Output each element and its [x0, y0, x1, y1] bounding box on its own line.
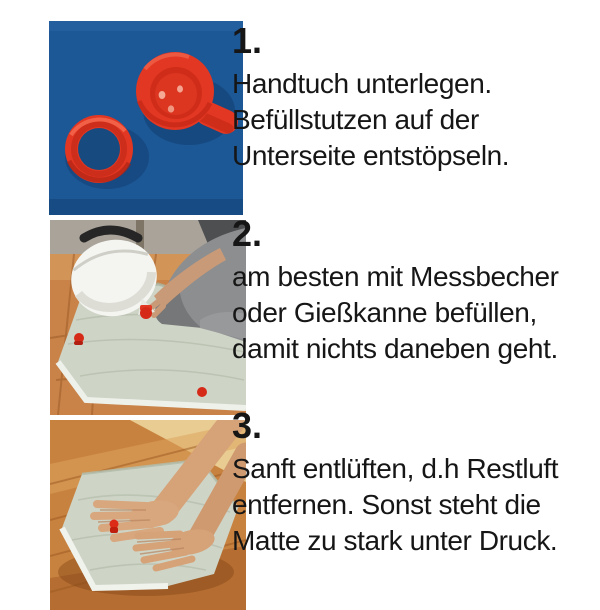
- stopper-parts-illustration: [49, 21, 243, 215]
- step3-number: 3.: [232, 405, 263, 446]
- step3-text: [232, 405, 558, 559]
- step1-line2: Befüllstutzen auf der: [232, 104, 479, 135]
- step1-photo: [49, 21, 243, 215]
- step1-line1: Handtuch unterlegen.: [232, 68, 492, 99]
- step3-line1: Sanft entlüften, d.h Restluft: [232, 453, 559, 484]
- step2-number: 2.: [232, 213, 263, 254]
- step1-line3: Unterseite entstöpseln.: [232, 140, 510, 171]
- step3-line2: entfernen. Sonst steht die: [232, 489, 541, 520]
- step3-line3: Matte zu stark unter Druck.: [232, 525, 558, 556]
- step2-photo: [50, 220, 246, 415]
- step2-text: [232, 213, 559, 367]
- step1-text: [232, 20, 509, 174]
- step3-photo: [50, 420, 246, 610]
- step2-line2: oder Gießkanne befüllen,: [232, 297, 537, 328]
- venting-mat-illustration: [50, 420, 246, 610]
- filling-mat-illustration: [50, 220, 246, 415]
- step1-number: 1.: [232, 20, 263, 61]
- step2-line3: damit nichts daneben geht.: [232, 333, 558, 364]
- step2-line1: am besten mit Messbecher: [232, 261, 559, 292]
